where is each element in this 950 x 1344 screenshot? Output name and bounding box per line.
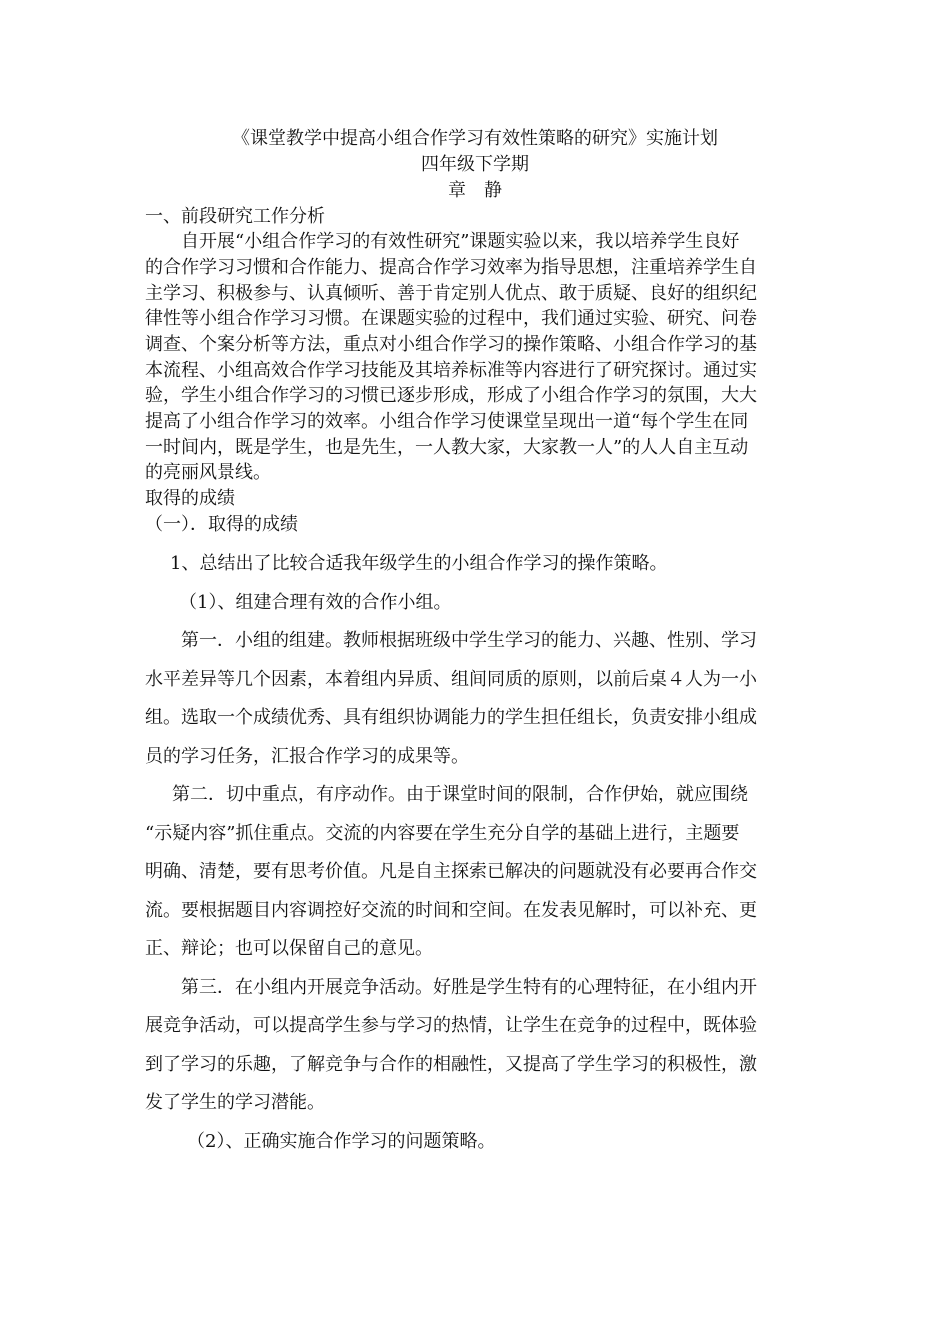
paragraph-line: 的亮丽风景线。 — [145, 462, 271, 483]
paragraph-line: 验，学生小组合作学习的习惯已逐步形成，形成了小组合作学习的氛围，大大 — [145, 385, 757, 406]
paragraph-line: 员的学习任务，汇报合作学习的成果等。 — [145, 746, 469, 767]
paragraph-line: 提高了小组合作学习的效率。小组合作学习使课堂呈现出一道“每个学生在同 — [145, 411, 749, 432]
paragraph-line: 到了学习的乐趣，了解竞争与合作的相融性，又提高了学生学习的积极性，激 — [145, 1054, 757, 1075]
paragraph-line: 调查、个案分析等方法，重点对小组合作学习的操作策略、小组合作学习的基 — [145, 334, 757, 355]
paragraph-line: “示疑内容”抓住重点。交流的内容要在学生充分自学的基础上进行，主题要 — [145, 823, 740, 844]
results-subheading: （一）．取得的成绩 — [145, 514, 298, 535]
paragraph-line: 组。选取一个成绩优秀、具有组织协调能力的学生担任组长，负责安排小组成 — [145, 707, 757, 728]
paragraph-line: 的合作学习习惯和合作能力、提高合作学习效率为指导思想，注重培养学生自 — [145, 257, 757, 278]
paragraph-line: 流。要根据题目内容调控好交流的时间和空间。在发表见解时，可以补充、更 — [145, 900, 757, 921]
paragraph-line: 水平差异等几个因素，本着组内异质、组间同质的原则，以前后桌４人为一小 — [145, 669, 757, 690]
list-item: （2）、正确实施合作学习的问题策略。 — [187, 1131, 496, 1152]
paragraph-line: 一时间内，既是学生，也是先生，一人教大家，大家教一人”的人人自主互动 — [145, 437, 749, 458]
document-subtitle: 四年级下学期 — [421, 154, 529, 175]
document-author: 章 静 — [448, 180, 502, 201]
list-item: （1）、组建合理有效的合作小组。 — [179, 592, 452, 613]
paragraph-line: 第一．小组的组建。教师根据班级中学生学习的能力、兴趣、性别、学习 — [181, 630, 757, 651]
paragraph-line: 发了学生的学习潜能。 — [145, 1092, 325, 1113]
paragraph-line: 第二．切中重点，有序动作。由于课堂时间的限制，合作伊始，就应围绕 — [172, 784, 748, 805]
results-heading: 取得的成绩 — [145, 488, 235, 509]
document-title: 《课堂教学中提高小组合作学习有效性策略的研究》实施计划 — [232, 128, 718, 149]
paragraph-line: 正、辩论；也可以保留自己的意见。 — [145, 938, 433, 959]
paragraph-line: 本流程、小组高效合作学习技能及其培养标准等内容进行了研究探讨。通过实 — [145, 360, 757, 381]
paragraph-line: 主学习、积极参与、认真倾听、善于肯定别人优点、敢于质疑、良好的组织纪 — [145, 283, 757, 304]
section-heading: 一、前段研究工作分析 — [145, 206, 325, 227]
paragraph-line: 展竞争活动，可以提高学生参与学习的热情，让学生在竞争的过程中，既体验 — [145, 1015, 757, 1036]
paragraph-line: 自开展“小组合作学习的有效性研究”课题实验以来，我以培养学生良好 — [181, 231, 740, 252]
list-item: 1、总结出了比较合适我年级学生的小组合作学习的操作策略。 — [170, 553, 668, 574]
paragraph-line: 律性等小组合作学习习惯。在课题实验的过程中，我们通过实验、研究、问卷 — [145, 308, 757, 329]
paragraph-line: 明确、清楚，要有思考价值。凡是自主探索已解决的问题就没有必要再合作交 — [145, 861, 757, 882]
paragraph-line: 第三．在小组内开展竞争活动。好胜是学生特有的心理特征，在小组内开 — [181, 977, 757, 998]
